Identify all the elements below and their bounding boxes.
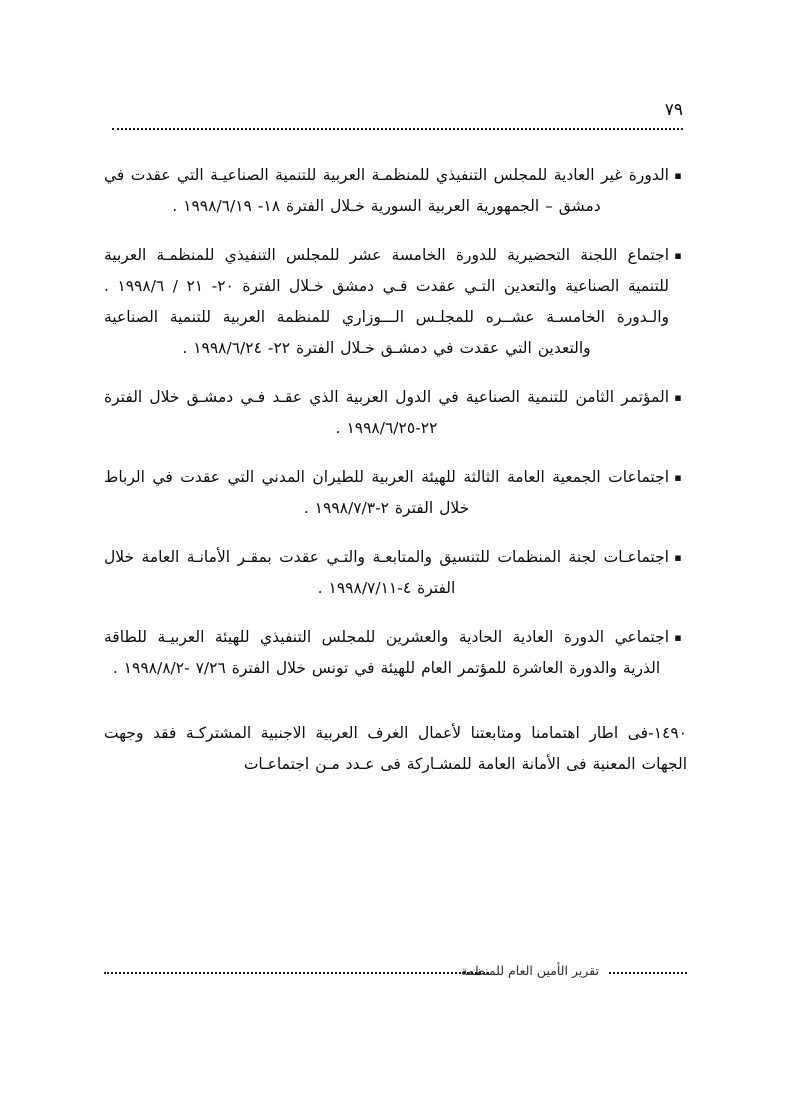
list-item	[104, 622, 687, 684]
list-item-text: اجتماعات الجمعية العامة الثالثة للهيئة العربية للطيران المدني التي عقدت في الرباط خلال الفترة ٢-١٩٩٨/٧/٣ .	[104, 468, 669, 517]
list-item-text: الدورة غير العادية للمجلس التنفيذي للمنظمـة العربية للتنمية الصناعيـة التي عقدت في دمشق – الجمهورية العربية السورية خـلال الفترة ١٨- ١٩٩٨/٦/١٩ .	[104, 166, 669, 215]
list-item-text: اجتماع اللجنة التحضيرية للدورة الخامسة عشر للمجلس التنفيذي للمنظمـة العربية للتنمية الصناعية والتعدين التـي عقدت فـي دمشق خـلال الفترة ٢٠- ٢١ / ١٩٩٨/٦ . والـدورة الخامسـة عشــره للمجلـس الـــوزاري للمنظمة العربية للتنمية الصناعية والتعدين التي عقدت في دمشـق خـلال الفترة ٢٢- ١٩٩٨/٦/٢٤ .	[104, 246, 669, 357]
list-item-text: المؤتمر الثامن للتنمية الصناعية في الدول العربية الذي عقـد فـي دمشـق خلال الفترة ٢٢-١٩٩٨/٦/٢٥ .	[104, 388, 669, 437]
bullet-marker-icon: ▪	[674, 631, 682, 644]
bullet-marker-icon: ▪	[674, 249, 682, 262]
page-number: ٧٩	[664, 100, 683, 120]
footer-divider-left	[104, 972, 489, 974]
body-paragraph: ١٤٩٠-فى اطار اهتمامنا ومتابعتنا لأعمال الغرف العربية الاجنبية المشتركـة فقد وجهت الجهات المعنية فى الأمانة العامة للمشـاركة فى عـدد مـن اجتماعـات	[104, 724, 687, 773]
header-divider	[112, 128, 683, 130]
page-content	[104, 160, 687, 780]
bullet-marker-icon: ▪	[674, 169, 682, 182]
bullet-marker-icon: ▪	[674, 471, 682, 484]
list-item	[104, 462, 687, 524]
list-item	[104, 382, 687, 444]
list-item	[104, 240, 687, 364]
bullet-marker-icon: ▪	[674, 551, 682, 564]
footer-note: تقرير الأمين العام للمنظمة	[460, 963, 599, 978]
list-item	[104, 160, 687, 222]
footer-divider-right	[609, 972, 687, 974]
bullet-marker-icon: ▪	[674, 391, 682, 404]
list-item-text: اجتماعـات لجنة المنظمات للتنسيق والمتابعـة والتـي عقدت بمقـر الأمانـة العامة خلال الفترة ٤-١٩٩٨/٧/١١ .	[104, 548, 669, 597]
list-item	[104, 542, 687, 604]
page-footer	[104, 963, 687, 981]
list-item-text: اجتماعي الدورة العادية الحادية والعشرين للمجلس التنفيذي للهيئة العربيـة للطاقة الذرية والدورة العاشرة للمؤتمر العام للهيئة في تونس خلال الفترة ٧/٢٦ -١٩٩٨/٨/٢ .	[104, 628, 669, 677]
